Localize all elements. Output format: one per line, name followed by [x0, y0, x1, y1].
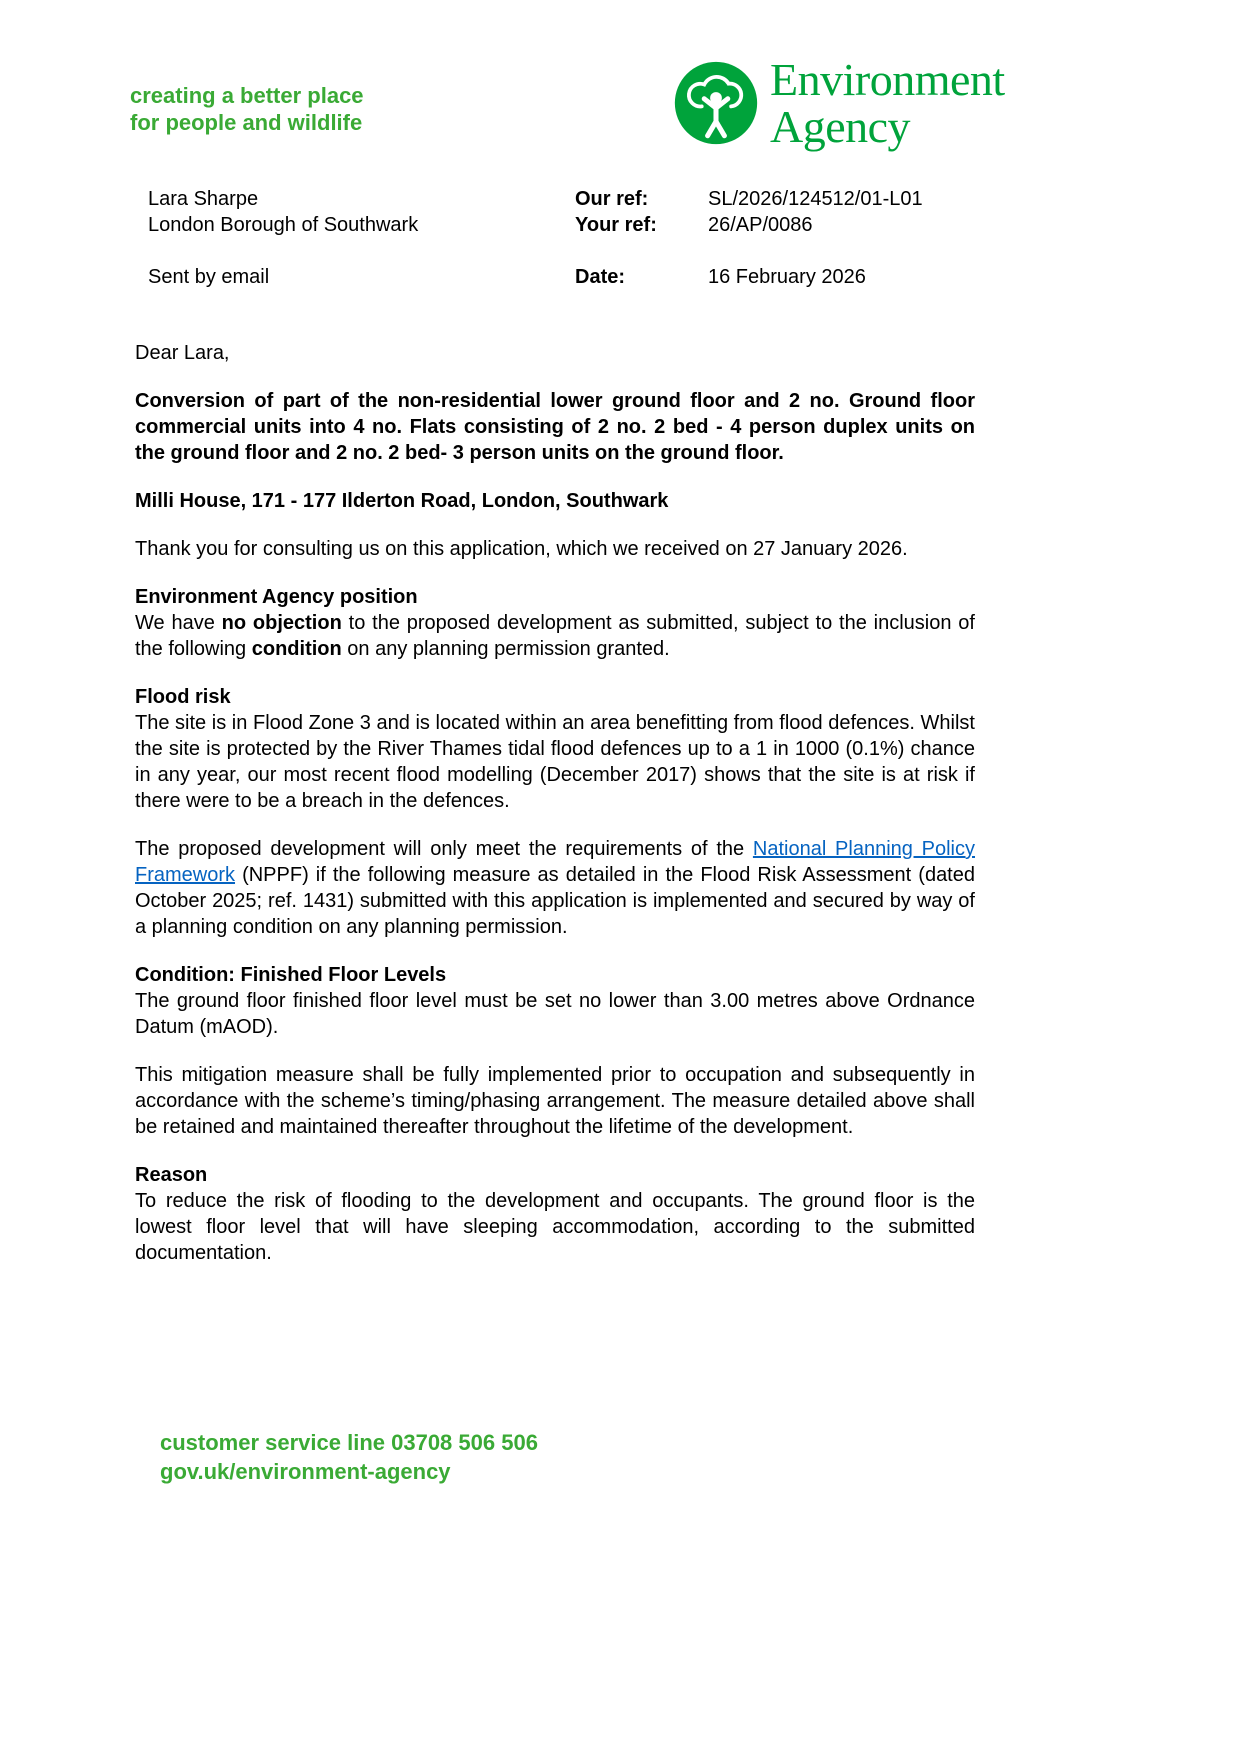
footer-website: gov.uk/environment-agency [160, 1459, 451, 1484]
nppf-text-2: (NPPF) if the following measure as detailed in the Flood Risk Assessment (dated October 2025; ref. 1431) submitted with this application is implemented and secured by way of a planning condition on any planning permission. [135, 864, 975, 938]
mitigation-paragraph: This mitigation measure shall be fully implemented prior to occupation and subsequently in accordance with the scheme’s timing/phasing arrangement. The measure detailed above shall be retained and maintained thereafter throughout the lifetime of the development. [135, 1064, 975, 1138]
nppf-link[interactable]: National Planning Policy Framework [135, 838, 975, 886]
delivery-method: Sent by email [148, 266, 270, 288]
page-footer [160, 1428, 538, 1486]
flood-risk-paragraph: The site is in Flood Zone 3 and is located within an area benefitting from flood defences. Whilst the site is protected by the River Thames tidal flood defences up to a 1 in 1000 (0.1%) chance in any year, our most recent flood modelling (December 2017) shows that the site is at risk if there were to be a breach in the defences. [135, 712, 975, 812]
subject-paragraph: Conversion of part of the non-residential lower ground floor and 2 no. Ground floor commercial units into 4 no. Flats consisting of 2 no. 2 bed - 4 person duplex units on the ground floor and 2 no. 2 bed- 3 person units on the ground floor. [135, 390, 975, 464]
logo-word-agency: Agency [770, 101, 911, 152]
condition-paragraph: The ground floor finished floor level must be set no lower than 3.00 metres above Ordnance Datum (mAOD). [135, 990, 975, 1038]
date-row [575, 264, 923, 290]
logo-word-environment: Environment [770, 54, 1005, 105]
reference-block [575, 186, 923, 290]
brand-tagline [130, 82, 364, 136]
date-value: 16 February 2026 [708, 266, 866, 288]
condition-heading: Condition: Finished Floor Levels [135, 964, 447, 986]
recipient-name: Lara Sharpe [148, 188, 259, 210]
our-ref-value: SL/2026/124512/01-L01 [708, 188, 923, 210]
tagline-line-2: for people and wildlife [130, 110, 363, 135]
position-text-1: We have [135, 612, 222, 634]
recipient-organisation: London Borough of Southwark [148, 214, 419, 236]
flood-risk-heading: Flood risk [135, 686, 231, 708]
our-ref-row [575, 186, 923, 212]
tree-person-logo-icon [674, 61, 758, 145]
tagline-line-1: creating a better place [130, 83, 364, 108]
site-address: Milli House, 171 - 177 Ilderton Road, London, Southwark [135, 490, 669, 512]
letter-body [135, 340, 975, 1288]
your-ref-row [575, 212, 923, 238]
nppf-paragraph [135, 836, 975, 940]
position-text-3: on any planning permission granted. [341, 638, 670, 660]
nppf-text-1: The proposed development will only meet the requirements of the [135, 838, 753, 860]
date-label: Date: [575, 266, 626, 288]
position-paragraph [135, 610, 975, 662]
intro-paragraph: Thank you for consulting us on this application, which we received on 27 January 2026. [135, 538, 908, 560]
your-ref-label: Your ref: [575, 214, 657, 236]
position-bold-no-objection: no objection [221, 612, 342, 634]
environment-agency-logo [674, 56, 1005, 150]
position-bold-condition: condition [251, 638, 342, 660]
your-ref-value: 26/AP/0086 [708, 214, 813, 236]
our-ref-label: Our ref: [575, 188, 649, 210]
recipient-block [148, 186, 418, 290]
reason-paragraph: To reduce the risk of flooding to the development and occupants. The ground floor is the lowest floor level that will have sleeping accommodation, according to the submitted documentation. [135, 1190, 975, 1264]
customer-service-line: customer service line 03708 506 506 [160, 1430, 538, 1455]
salutation: Dear Lara, [135, 342, 230, 364]
reason-heading: Reason [135, 1164, 208, 1186]
position-heading: Environment Agency position [135, 586, 418, 608]
refs-spacer [575, 238, 923, 264]
position-text-2: to the proposed development as submitted, subject to the inclusion of the following [135, 612, 975, 660]
logo-wordmark [770, 56, 1005, 150]
address-spacer [148, 238, 418, 264]
